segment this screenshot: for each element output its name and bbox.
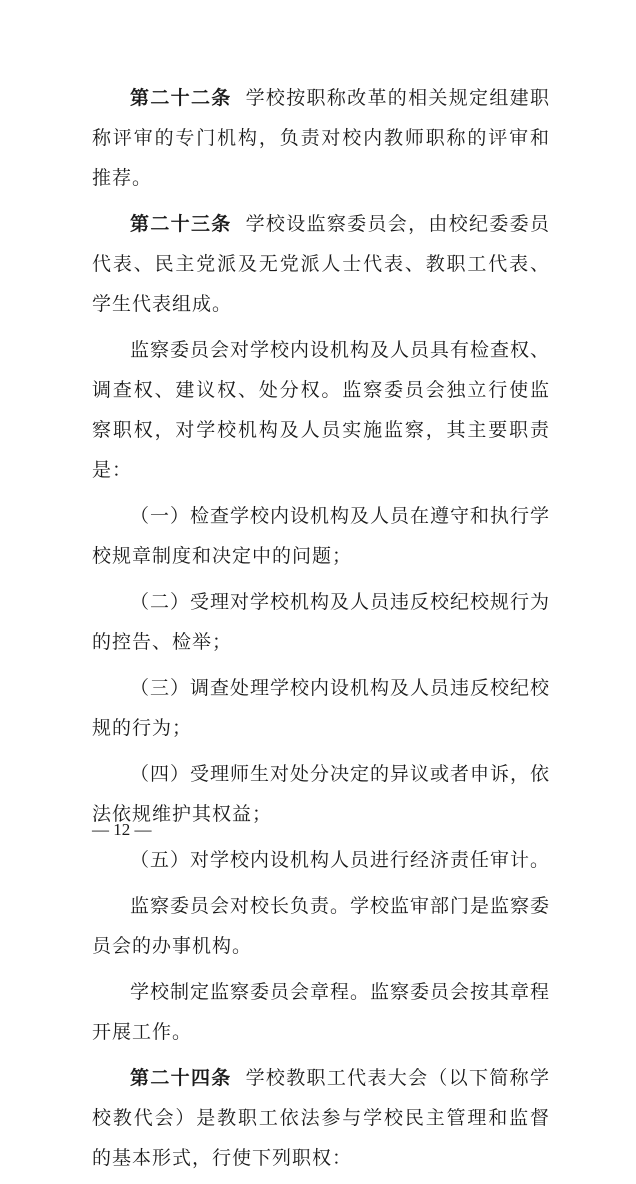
paragraph-text: 学校按职称改革的相关规定组建职称评审的专门机构，负责对校内教师职称的评审和推荐。: [92, 87, 550, 189]
paragraph-duty-1: [92, 496, 550, 576]
article-number: 第二十四条: [130, 1067, 232, 1089]
paragraph-article-22: [92, 78, 550, 198]
paragraph-text: 学校制定监察委员会章程。监察委员会按其章程开展工作。: [92, 981, 551, 1043]
paragraph-text: （二）受理对学校机构及人员违反校纪校规行为的控告、检举；: [92, 591, 551, 653]
paragraph-duty-4: [92, 754, 550, 834]
paragraph-article-24: [92, 1058, 550, 1178]
paragraph-charter: [92, 972, 550, 1052]
paragraph-text: （五）对学校内设机构人员进行经济责任审计。: [130, 849, 551, 871]
paragraph-supervision-powers: [92, 330, 550, 490]
paragraph-text: 学校设监察委员会，由校纪委委员代表、民主党派及无党派人士代表、教职工代表、学生代表组成。: [92, 213, 550, 315]
paragraph-text: （一）检查学校内设机构及人员在遵守和执行学校规章制度和决定中的问题；: [92, 505, 551, 567]
paragraph-duty-3: [92, 668, 550, 748]
document-page: [92, 78, 550, 1184]
paragraph-text: 学校教职工代表大会（以下简称学校教代会）是教职工依法参与学校民主管理和监督的基本形式，行使下列职权：: [92, 1067, 550, 1169]
paragraph-text: 监察委员会对校长负责。学校监审部门是监察委员会的办事机构。: [92, 895, 551, 957]
paragraph-text: 监察委员会对学校内设机构及人员具有检查权、调查权、建议权、处分权。监察委员会独立行使监察职权，对学校机构及人员实施监察，其主要职责是：: [92, 339, 551, 481]
page-number: — 12 —: [92, 820, 152, 839]
paragraph-duty-2: [92, 582, 550, 662]
paragraph-text: （三）调查处理学校内设机构及人员违反校纪校规的行为；: [92, 677, 551, 739]
paragraph-duty-5: [92, 840, 550, 880]
article-number: 第二十三条: [130, 213, 232, 235]
article-number: 第二十二条: [130, 87, 232, 109]
paragraph-text: （四）受理师生对处分决定的异议或者申诉，依法依规维护其权益；: [92, 763, 551, 825]
paragraph-responsibility: [92, 886, 550, 966]
paragraph-article-23: [92, 204, 550, 324]
